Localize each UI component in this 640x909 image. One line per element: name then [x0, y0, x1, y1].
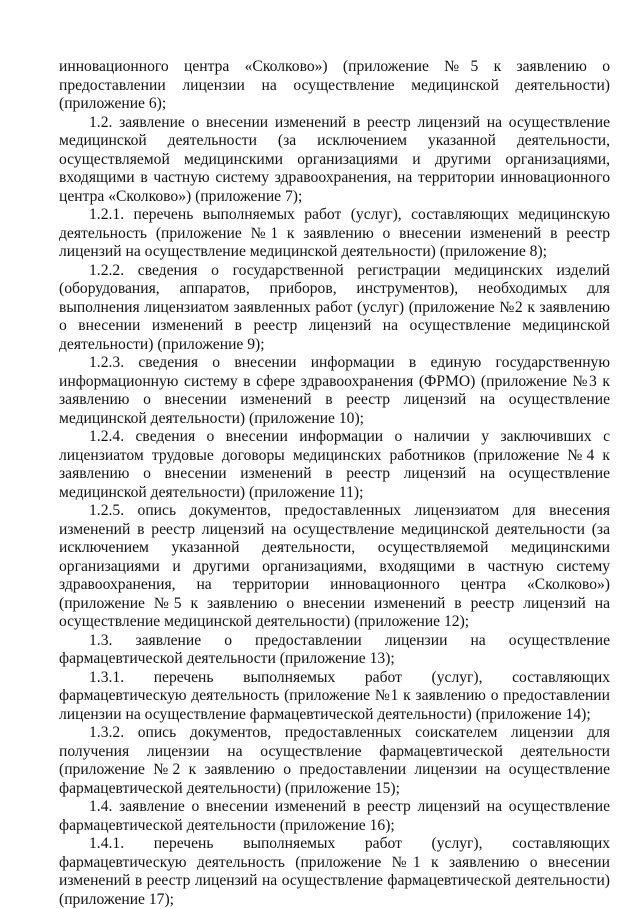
paragraph-1-3: 1.3. заявление о предоставлении лицензии на осуществление фармацевтической деятельности (приложение 13);: [59, 631, 610, 667]
paragraph-1-4: 1.4. заявление о внесении изменений в реестр лицензий на осуществление фармацевтической деятельности (приложение 16);: [59, 798, 610, 834]
paragraph-1-2: 1.2. заявление о внесении изменений в реестр лицензий на осуществление медицинской деятельности (за исключением указанной деятельности, осуществляемой медицинскими организациями и другими организациями, входящими в частную систему здравоохранения, на территории инновационного центра «Сколково») (приложение 7);: [59, 113, 610, 205]
document-body: [59, 58, 610, 909]
paragraph-continuation: инновационного центра «Сколково») (приложение №5 к заявлению о предоставлении лицензии на осуществление медицинской деятельности) (приложение 6);: [59, 58, 610, 112]
paragraph-1-2-4: 1.2.4. сведения о внесении информации о наличии у заключивших с лицензиатом трудовые договоры медицинских работников (приложение №4 к заявлению о внесении изменений в реестр лицензий на осуществление медицинской деятельности) (приложение 11);: [59, 428, 610, 501]
paragraph-1-4-1: 1.4.1. перечень выполняемых работ (услуг), составляющих фармацевтическую деятельность (приложение №1 к заявлению о внесении изменений в реестр лицензий на осуществление фармацевтической деятельности) (приложение 17);: [59, 835, 610, 908]
paragraph-1-3-2: 1.3.2. опись документов, предоставленных соискателем лицензии для получения лицензии на осуществление фармацевтической деятельности (приложение №2 к заявлению о предоставлении лицензии на осуществление фармацевтической деятельности) (приложение 15);: [59, 724, 610, 797]
paragraph-1-2-2: 1.2.2. сведения о государственной регистрации медицинских изделий (оборудования, аппаратов, приборов, инструментов), необходимых для выполнения лицензиатом заявленных работ (услуг) (приложение №2 к заявлению о внесении изменений в реестр лицензий на осуществление медицинской деятельности) (приложение 9);: [59, 261, 610, 353]
paragraph-1-2-1: 1.2.1. перечень выполняемых работ (услуг), составляющих медицинскую деятельность (приложение №1 к заявлению о внесении изменений в реестр лицензий на осуществление медицинской деятельности) (приложение 8);: [59, 206, 610, 260]
paragraph-1-2-5: 1.2.5. опись документов, предоставленных лицензиатом для внесения изменений в реестр лицензий на осуществление медицинской деятельности (за исключением указанной деятельности, осуществляемой медицинскими организациями и другими организациями, входящими в частную систему здравоохранения, на территории инновационного центра «Сколково») (приложение №5 к заявлению о внесении изменений в реестр лицензий на осуществление медицинской деятельности) (приложение 12);: [59, 502, 610, 630]
paragraph-1-3-1: 1.3.1. перечень выполняемых работ (услуг), составляющих фармацевтическую деятельность (приложение №1 к заявлению о предоставлении лицензии на осуществление фармацевтической деятельности) (приложение 14);: [59, 668, 610, 723]
paragraph-1-2-3: 1.2.3. сведения о внесении информации в единую государственную информационную систему в сфере здравоохранения (ФРМО) (приложение №3 к заявлению о внесении изменений в реестр лицензий на осуществление медицинской деятельности) (приложение 10);: [59, 354, 610, 427]
